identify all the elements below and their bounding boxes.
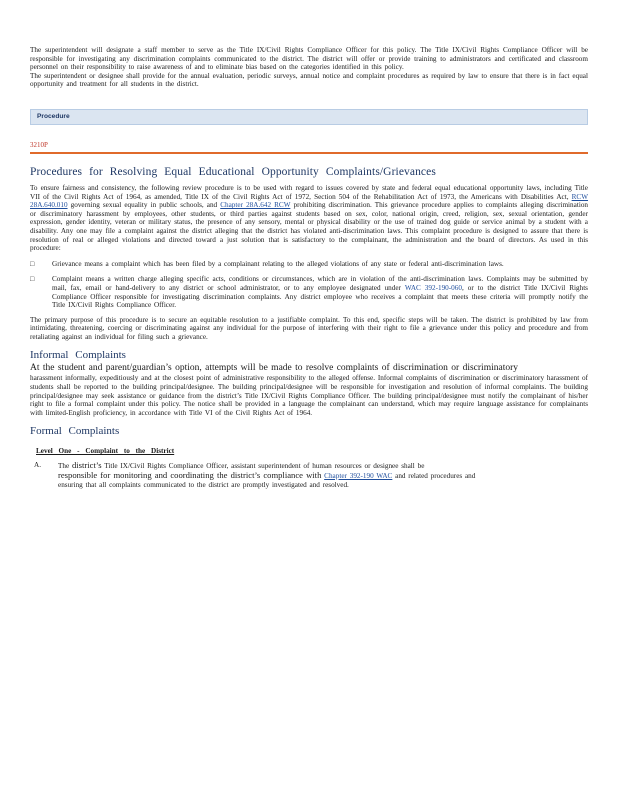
body-paragraph-1 <box>30 184 588 253</box>
formal-complaints-heading: Formal Complaints <box>30 425 120 438</box>
definition-complaint-text-a: Complaint means a written charge alleging specific acts, conditions or circumstances, which are in violation of the anti-discrimination laws. Complaints may be submitted by mail, fax, email or hand-delivery to any district or school administrator, or to any employee designated under <box>52 275 588 292</box>
definition-grievance <box>30 260 588 269</box>
definition-complaint-text <box>52 275 588 309</box>
section-divider <box>30 152 588 154</box>
intro-paragraph-2: The superintendent or designee shall provide for the annual evaluation, periodic surveys, annual notice and complaint procedures as required by law to ensure that there is in fact equal opportunity and treatment for all students in the district. <box>30 71 588 89</box>
formal-item-a <box>30 461 588 489</box>
document-page <box>30 46 588 489</box>
definition-grievance-text: Grievance means a complaint which has been filed by a complainant relating to the alleged violations of any state or federal anti-discrimination laws. <box>52 259 504 268</box>
body-paragraph-2: The primary purpose of this procedure is to secure an equitable resolution to a justifiable complaint. To this end, specific steps will be taken. The district is prohibited by law from intimidating, threatening, coercing or discriminating against any individual for the purpose of interfering with their right to file a grievance under this policy and procedure and from retaliating against an individual for filing such a grievance. <box>30 315 588 341</box>
definition-complaint-text-b: , or to the district Title IX/Civil Rights Compliance Officer responsible for investigating discrimination complaints. Any district employee who receives a complaint that meets these criteria will promptly notify the Title IX/Civil Rights Compliance Officer. <box>52 283 588 310</box>
checkbox-bullet-icon: □ <box>30 275 35 284</box>
definition-complaint <box>30 275 588 309</box>
level-one-heading: Level One - Complaint to the District <box>36 447 175 456</box>
intro-paragraph-1: The superintendent will designate a staff member to serve as the Title IX/Civil Rights Compliance Officer for this policy. The Title IX/Civil Rights Compliance Officer will be responsible for investigating any discrimination complaints communicated to the district. The district will offer or provide training to administrators and certificated and classroom personnel on their responsibility to raise awareness of and to eliminate bias based on the categories identified in this policy. <box>30 46 588 72</box>
formal-item-a-line3: ensuring that all complaints communicated to the district are promptly investigated and resolved. <box>58 480 349 489</box>
procedure-banner <box>30 109 588 125</box>
informal-text: harassment informally, expeditiously and at the closest point of administrative responsibility to the alleged offense. Informal complaints of discrimination or discriminatory harassment of students shall be reported to the building principal/designee. The building principal/designee will be responsible for investigation and resolution of informal complaints. The building principal/designee may seek assistance or guidance from the district’s Title IX/Civil Rights Compliance Officer. The building principal/designee must notify the complainant of his/her right to file a formal complaint under this policy. The notice shall be provided in a language the complainant can understand, which may require language assistance for complainants with limited-English proficiency, in accordance with Title VI of the Civil Rights Act of 1964. <box>30 374 588 417</box>
body-text-1a: To ensure fairness and consistency, the following review procedure is to be used with regard to issues covered by state and federal equal educational opportunity laws, including Title VII of the Civil Rights Act of 1964, as amended, Title IX of the Civil Rights Act of 1972, Section 504 of the Rehabilitation Act of 1973, the Americans with Disabilities Act, <box>30 183 588 201</box>
formal-item-a-text-4: responsible for monitoring and coordinating the district’s compliance with <box>58 470 322 481</box>
informal-complaints-heading: Informal Complaints <box>30 349 126 362</box>
formal-item-a-text-3: Title IX/Civil Rights Compliance Officer, assistant superintendent of human resources or designee shall be <box>104 462 425 471</box>
informal-lead: At the student and parent/guardian’s option, attempts will be made to resolve complaints of discrimination or discriminatory <box>30 363 518 374</box>
procedure-label: Procedure <box>37 113 70 121</box>
checkbox-bullet-icon: □ <box>30 259 35 268</box>
formal-item-a-text-1: The <box>58 462 70 471</box>
rcw-28a-642-link[interactable]: Chapter 28A.642 RCW <box>220 201 291 210</box>
formal-item-a-line2 <box>58 471 588 481</box>
wac-392-190-060-link[interactable]: WAC 392-190-060 <box>404 283 462 292</box>
formal-item-a-body <box>58 461 588 489</box>
body-text-1b: governing sexual equality in public schools, and <box>70 201 218 210</box>
rcw-28a-640-link[interactable]: RCW 28A.640.010 <box>30 192 589 210</box>
item-marker: A. <box>34 461 41 470</box>
procedure-code: 3210P <box>30 140 48 149</box>
formal-item-a-text-2: district’s <box>71 460 102 471</box>
procedure-title: Procedures for Resolving Equal Educational Opportunity Complaints/Grievances <box>30 165 436 178</box>
body-text-1c: prohibiting discrimination. This grievance procedure applies to complaints alleging discrimination or discriminatory harassment by employees, other students, or third parties against students based on sex, color, national origin, creed, religion, sex, sexual orientation, gender expression, gender identity, veteran or military status, the presence of any sensory, mental or physical disability or the use of trained dog guide or service animal by a student with a disability. Any one may file a complaint against the district alleging that the district has violated anti-discrimination laws. This complaint procedure is designed to assure that there is resolution of real or alleged violations and directed toward a just solution that is satisfactory to the complainant, the administration and the board of directors. As used in this procedure: <box>30 201 589 253</box>
chapter-392-190-wac-link[interactable]: Chapter 392-190 WAC <box>324 472 393 481</box>
formal-item-a-text-5: and related procedures and <box>395 472 476 481</box>
